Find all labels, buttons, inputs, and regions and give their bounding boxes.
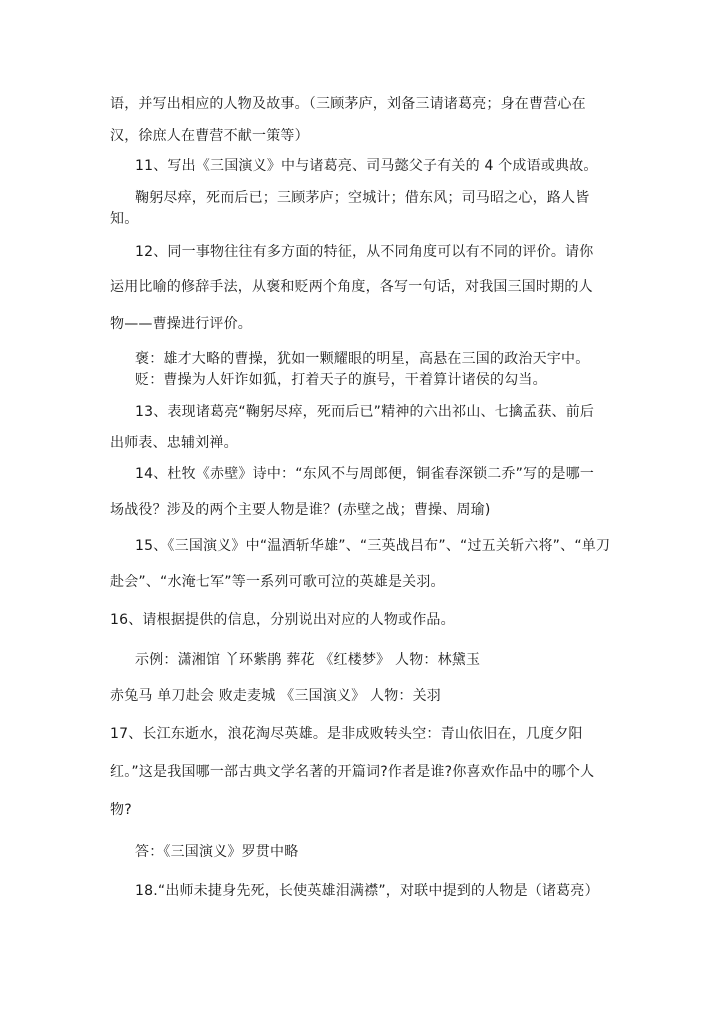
text-line: 语，并写出相应的人物及故事。（三顾茅庐，刘备三请诸葛亮；身在曹营心在	[110, 96, 586, 112]
answer-17: 答：《三国演义》罗贯中略	[135, 844, 299, 860]
question-14: 14、杜牧《赤壁》诗中：“东风不与周郎便，铜雀春深锁二乔”写的是哪一	[135, 466, 595, 482]
answer-12-criticism: 贬：曹操为人奸诈如狐，打着天子的旗号，干着算计诸侯的勾当。	[135, 372, 547, 388]
text-line: 赴会”、“水淹七军”等一系列可歌可泣的英雄是关羽。	[110, 574, 445, 590]
question-12: 12、同一事物往往有多方面的特征，从不同角度可以有不同的评价。请你	[135, 244, 594, 260]
example-16: 示例：潇湘馆 丫环紫鹃 葬花 《红楼梦》 人物：林黛玉	[135, 652, 481, 668]
text-line: 红。”这是我国哪一部古典文学名著的开篇词?作者是谁?你喜欢作品中的哪个人	[110, 764, 595, 780]
answer-12-praise: 褒：雄才大略的曹操，犹如一颗耀眼的明星，高悬在三国的政治天宇中。	[135, 351, 590, 367]
text-line: 场战役？涉及的两个主要人物是谁？(赤壁之战；曹操、周瑜)	[110, 502, 491, 518]
question-11: 11、写出《三国演义》中与诸葛亮、司马懿父子有关的 4 个成语或典故。	[135, 158, 598, 174]
question-15: 15、《三国演义》中“温酒斩华雄”、“三英战吕布”、“过五关斩六将”、“单刀	[135, 538, 611, 554]
question-18: 18.“出师未捷身先死，长使英雄泪满襟”，对联中提到的人物是（诸葛亮）	[135, 883, 599, 899]
answer-16: 赤兔马 单刀赴会 败走麦城 《三国演义》 人物：关羽	[110, 688, 441, 704]
text-line: 出师表、忠辅刘禅。	[110, 435, 238, 451]
question-17: 17、长江东逝水，浪花淘尽英雄。是非成败转头空：青山依旧在，几度夕阳	[110, 726, 583, 742]
text-line: 物——曹操进行评价。	[110, 316, 252, 332]
answer-11: 鞠躬尽瘁，死而后已；三顾茅庐；空城计；借东风；司马昭之心，路人皆	[135, 190, 590, 206]
question-16: 16、请根据提供的信息，分别说出对应的人物或作品。	[110, 612, 455, 628]
question-13: 13、表现诸葛亮“鞠躬尽瘁，死而后已”精神的六出祁山、七擒孟获、前后	[135, 404, 595, 420]
text-line: 运用比喻的修辞手法，从褒和贬两个角度，各写一句话，对我国三国时期的人	[110, 279, 593, 295]
text-line: 汉，徐庶人在曹营不献一策等）	[110, 128, 309, 144]
text-line: 知。	[110, 211, 139, 227]
text-line: 物?	[110, 802, 132, 818]
